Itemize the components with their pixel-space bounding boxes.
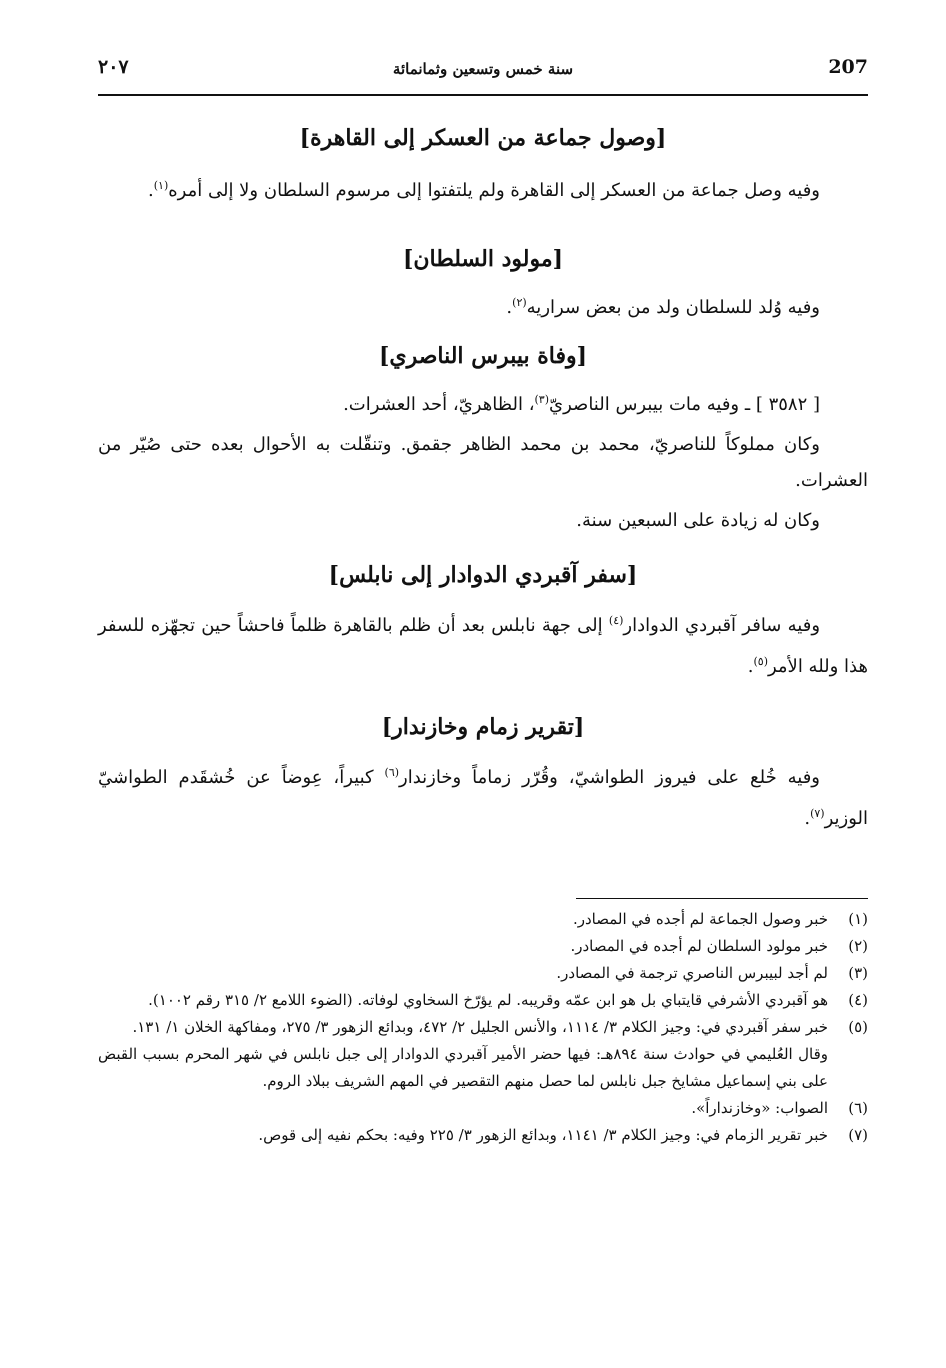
- footnote-ref[interactable]: (٢): [512, 296, 527, 309]
- section-title: [تقرير زمام وخازندار]: [381, 714, 585, 740]
- footnote-number: (٥): [848, 1018, 868, 1036]
- footnote: (٧) خبر تقرير الزمام في: وجيز الكلام ٣/ ١١٤١، وبدائع الزهور ٣/ ٢٢٥ وفيه: بحكم نفيه إلى قوص.: [98, 1122, 868, 1149]
- page-number-latin: 207: [828, 56, 868, 78]
- footnote-ref[interactable]: (٤): [608, 614, 624, 627]
- footnote-continuation: وقال العُليمي في حوادث سنة ٨٩٤هـ: فيها حضر الأمير آقبردي الدوادار إلى جبل نابلس في شهر المحرم بسبب القبض على بني إسماعيل مشايخ جبل نابلس لما حصل منهم التقصير في المهم الشريف ببلاد الروم.: [98, 1045, 828, 1090]
- main-text: [98, 110, 868, 837]
- paragraph: وفيه وصل جماعة من العسكر إلى القاهرة ولم يلتفتوا إلى مرسوم السلطان ولا إلى أمره$^{(١)}$.: [147, 179, 820, 201]
- footnote-number: (١): [848, 910, 868, 928]
- footnote: (٤) هو آقبردي الأشرفي قايتباي بل هو ابن عمّه وقريبه. لم يؤرّخ السخاوي لوفاته. (الضوء اللامع ٢/ ٣١٥ رقم ١٠٠٢).: [98, 987, 868, 1014]
- footnote-number: (٢): [848, 937, 868, 955]
- footnote: (٥) خبر سفر آقبردي في: وجيز الكلام ٣/ ١١١٤، والأنس الجليل ٢/ ٤٧٢، وبدائع الزهور ٣/ ٢٧٥، ومفاكهة الخلان ١/ ١٣١.: [98, 1014, 868, 1041]
- footnotes: [98, 906, 868, 1149]
- footnote-number: (٣): [848, 964, 868, 982]
- footnote-ref[interactable]: (٦): [384, 766, 400, 779]
- footnote-number: (٧): [848, 1126, 868, 1144]
- running-title: سنة خمس وتسعين وثمانمائة: [392, 60, 574, 78]
- paragraph: وكان له زيادة على السبعين سنة.: [576, 510, 820, 531]
- footnote-ref[interactable]: (٧): [810, 807, 825, 820]
- section-title: [مولود السلطان]: [402, 246, 564, 272]
- footnote-ref[interactable]: (٥): [753, 655, 768, 668]
- paragraph: وفيه وُلد للسلطان ولد من بعض سراريه$^{(٢)}$.: [506, 296, 820, 318]
- paragraph: وفيه سافر آقبردي الدوادار$^{(٤)}$ إلى جهة نابلس بعد أن ظلم بالقاهرة ظلماً فاحشاً حين تجهّزه للسفر هذا ولله الأمر$^{(٥)}$.: [98, 614, 868, 677]
- section-title: [سفر آقبردي الدوادار إلى نابلس]: [328, 562, 638, 588]
- footnote-number: (٤): [848, 991, 868, 1009]
- footnote-number: (٦): [848, 1099, 868, 1117]
- page-header: [98, 54, 868, 96]
- section-title: [وصول جماعة من العسكر إلى القاهرة]: [299, 125, 667, 151]
- footnote: (٢) خبر مولود السلطان لم أجده في المصادر.: [98, 933, 868, 960]
- biography-entry: [ ٣٥٨٢ ] ـ وفيه مات بيبرس الناصريّ$^{(٣)}$، الظاهريّ، أحد العشرات.: [343, 393, 820, 415]
- page-number-arabic: ٢٠٧: [98, 56, 129, 78]
- footnote-divider: [576, 898, 868, 899]
- footnote: (١) خبر وصول الجماعة لم أجده في المصادر.: [98, 906, 868, 933]
- paragraph: وكان مملوكاً للناصريّ، محمد بن محمد الظاهر جقمق. وتنقّلت به الأحوال بعده حتى صُيّر من العشرات.: [98, 434, 868, 491]
- footnote: (٣) لم أجد لبيبرس الناصري ترجمة في المصادر.: [98, 960, 868, 987]
- footnote-ref[interactable]: (١): [153, 179, 169, 192]
- section-title: [وفاة بيبرس الناصري]: [378, 343, 588, 369]
- paragraph: وفيه خُلع على فيروز الطواشيّ، وقُرّر زماماً وخازندار$^{(٦)}$ كبيراً، عِوضاً عن خُشقَدم الطواشيّ الوزير$^{(٧)}$.: [98, 766, 868, 829]
- footnote-ref[interactable]: (٣): [534, 393, 550, 406]
- footnote: (٦) الصواب: «وخازنداراً».: [98, 1095, 868, 1122]
